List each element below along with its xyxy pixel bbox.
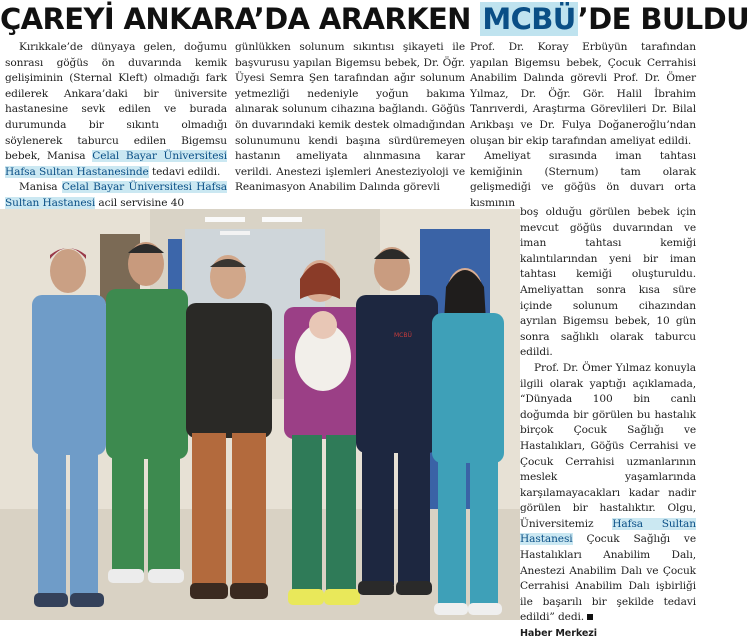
- end-square-icon: [587, 614, 593, 620]
- hospital-highlight-3: Hafsa Sultan Hastanesi: [520, 517, 696, 546]
- hospital-highlight-1: Celal Bayar Üniversitesi Hafsa Sultan Hastanesinde: [5, 150, 227, 178]
- ceiling-light: [205, 217, 245, 222]
- paragraph-1-text: Kırıkkale’de dünyaya gelen, doğumu sonrası göğüs ön duvarında kemik gelişiminin (Sternal Kleft) olmadığı fark edilerek Ankara’daki bir üniversite hastanesine sevk edilen ve burada durumunda bir sıkıntı olmadığı söylenerek taburcu edilen Bigemsu bebek, Manisa: [5, 41, 227, 163]
- paragraph-6-end: Çocuk Sağlığı ve Hastalıkları Anabilim Dalı, Anestezi Anabilim Dalı ve Çocuk Cerrahisi Anabilim Dalı işbirliği ile başarılı bir şekilde tedavi edildi” dedi.: [520, 533, 696, 624]
- article-column-3: [470, 40, 696, 212]
- ceiling-light: [220, 231, 250, 235]
- paragraph-1: [5, 40, 227, 180]
- paragraph-5-cont: boş olduğu görülen bebek için mevcut göğüs duvarından ve iman tahtası kemiği kalıntılarından yeni bir iman tahtası kemiği oluşturuldu. Ameliyattan sonra kısa süre içinde solunum cihazından ayrılan Bigemsu bebek, 10 gün sonra sağlıklı olarak taburcu edildi.: [520, 206, 696, 359]
- paragraph-1-end: tedavi edildi.: [148, 165, 221, 178]
- hospital-highlight-2: Celal Bayar Üniversitesi Hafsa Sultan Hastanesi: [5, 181, 227, 209]
- paragraph-2: [5, 180, 227, 211]
- byline-line: [520, 626, 696, 642]
- article-column-3-lower: [520, 205, 696, 642]
- paragraph-2-text: Manisa: [19, 181, 62, 194]
- article-column-2: [235, 40, 465, 196]
- paragraph-5: Ameliyat sırasında iman tahtası kemiğinin (Sternum) tam olarak gelişmediği ve göğüs ön duvarı orta kısmının: [470, 150, 696, 209]
- paragraph-2-end: acil servisine 40: [95, 196, 184, 209]
- paragraph-3: günlükken solunum sıkıntısı şikayeti ile başvurusu yapılan Bigemsu bebek, Dr. Öğr. Üyesi Semra Şen tarafından ağır solunum yetmezliği nedeniyle yoğun bakıma alınarak solunum cihazına bağlandı. Göğüs ön duvarındaki kemik destek olmadığından solunumunu kendi başına sürdüremeyen hastanın ameliyata alınmasına karar verildi. Anestezi işlemleri Anesteziyoloji ve Reanimasyon Anabilim Dalında görevli: [235, 41, 465, 194]
- team-photo: [0, 209, 520, 620]
- scrub-logo: MCBÜ: [394, 332, 412, 339]
- paragraph-6-text: Prof. Dr. Ömer Yılmaz konuyla ilgili olarak yaptığı açıklamada, “Dünyada 100 bin canlı doğumda bir görülen bu hastalık birçok Çocuk Sağlığı ve Hastalıkları, Göğüs Cerrahisi ve Çocuk Cerrahisi uzmanlarının meslek yaşamlarında karşılamayacakları kadar nadir görülen bir hastalıktır. Olgu, Üniversitemiz: [520, 361, 696, 530]
- ceiling-light: [262, 217, 302, 222]
- paragraph-6: [520, 361, 696, 626]
- headline: [0, 0, 749, 38]
- headline-part1: ÇAREYİ ANKARA’DA ARARKEN: [0, 2, 481, 36]
- team-photo-illustration: [0, 209, 520, 620]
- article-column-1: [5, 40, 227, 212]
- headline-part2: ’DE BULDU: [577, 2, 749, 36]
- paragraph-4: Prof. Dr. Koray Erbüyün tarafından yapılan Bigemsu bebek, Çocuk Cerrahisi Anabilim Dalında görevli Prof. Dr. Ömer Yılmaz, Dr. Öğr. Gör. Halil İbrahim Tanrıverdi, Araştırma Görevlileri Dr. Bilal Arıkbaşı ve Dr. Fulya Doğaneroğlu’ndan oluşan bir ekip tarafından ameliyat edildi.: [470, 41, 696, 147]
- byline: Haber Merkezi: [520, 628, 597, 640]
- headline-brand: MCBÜ: [482, 2, 576, 36]
